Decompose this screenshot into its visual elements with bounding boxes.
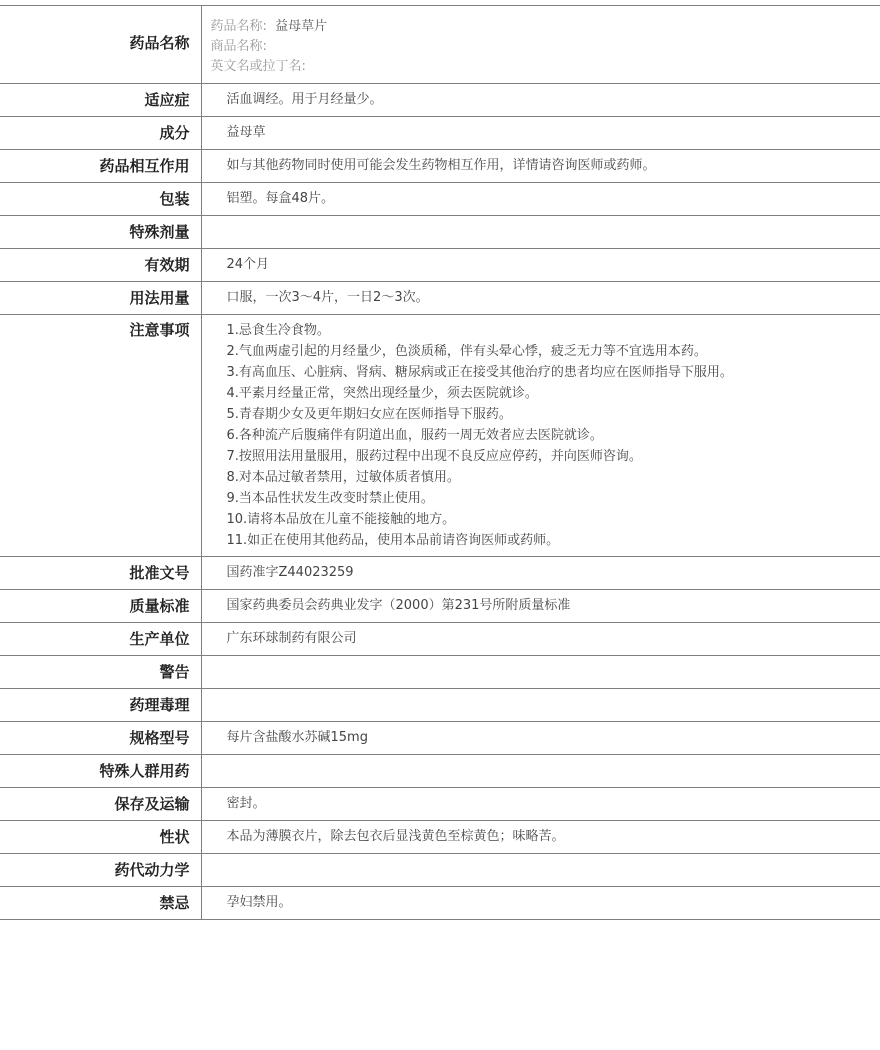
row-label: 性状 xyxy=(0,821,201,854)
row-precautions xyxy=(0,315,880,557)
row-label: 药理毒理 xyxy=(0,689,201,722)
row-value: 国家药典委员会药典业发字（2000）第231号所附质量标准 xyxy=(201,590,880,623)
row-value: 24个月 xyxy=(201,249,880,282)
row-label: 警告 xyxy=(0,656,201,689)
row-value xyxy=(201,689,880,722)
row-value: 铝塑。每盒48片。 xyxy=(201,183,880,216)
row-label: 生产单位 xyxy=(0,623,201,656)
generic-name-key: 药品名称: xyxy=(210,19,267,34)
row-value xyxy=(201,216,880,249)
list-item: 3.有高血压、心脏病、肾病、糖尿病或正在接受其他治疗的患者均应在医师指导下服用。 xyxy=(226,365,733,380)
row-label: 保存及运输 xyxy=(0,788,201,821)
row-specification xyxy=(0,722,880,755)
trade-name-line xyxy=(211,37,880,57)
row-value: 国药准字Z44023259 xyxy=(201,557,880,590)
row-special-dosage xyxy=(0,216,880,249)
row-label: 特殊剂量 xyxy=(0,216,201,249)
row-label: 成分 xyxy=(0,117,201,150)
row-storage xyxy=(0,788,880,821)
row-label: 注意事项 xyxy=(0,315,201,557)
row-value: 如与其他药物同时使用可能会发生药物相互作用，详情请咨询医师或药师。 xyxy=(201,150,880,183)
row-dosage xyxy=(0,282,880,315)
row-value: 口服，一次3～4片，一日2～3次。 xyxy=(201,282,880,315)
row-value: 活血调经。用于月经量少。 xyxy=(201,84,880,117)
list-item: 7.按照用法用量服用，服药过程中出现不良反应应停药，并向医师咨询。 xyxy=(226,449,642,464)
row-appearance xyxy=(0,821,880,854)
row-value xyxy=(201,656,880,689)
row-label: 规格型号 xyxy=(0,722,201,755)
list-item: 6.各种流产后腹痛伴有阴道出血，服药一周无效者应去医院就诊。 xyxy=(226,428,603,443)
row-label: 批准文号 xyxy=(0,557,201,590)
row-label: 有效期 xyxy=(0,249,201,282)
row-ingredients xyxy=(0,117,880,150)
row-value: 每片含盐酸水苏碱15mg xyxy=(201,722,880,755)
list-item: 2.气血两虚引起的月经量少，色淡质稀，伴有头晕心悸，疲乏无力等不宜选用本药。 xyxy=(226,344,707,359)
row-manufacturer xyxy=(0,623,880,656)
generic-name-line xyxy=(211,17,880,37)
row-approval-number xyxy=(0,557,880,590)
row-contraindications xyxy=(0,887,880,920)
row-warning xyxy=(0,656,880,689)
row-interactions xyxy=(0,150,880,183)
row-indications xyxy=(0,84,880,117)
row-label: 包装 xyxy=(0,183,201,216)
row-label: 质量标准 xyxy=(0,590,201,623)
row-packaging xyxy=(0,183,880,216)
trade-name-key: 商品名称: xyxy=(210,39,267,54)
list-item: 11.如正在使用其他药品，使用本品前请咨询医师或药师。 xyxy=(226,533,560,548)
row-value: 孕妇禁用。 xyxy=(201,887,880,920)
row-label: 禁忌 xyxy=(0,887,201,920)
list-item: 9.当本品性状发生改变时禁止使用。 xyxy=(226,491,434,506)
row-value: 广东环球制药有限公司 xyxy=(201,623,880,656)
row-special-populations xyxy=(0,755,880,788)
english-name-key: 英文名或拉丁名: xyxy=(210,59,306,74)
drug-spec-table xyxy=(0,5,880,920)
row-pharmacokinetics xyxy=(0,854,880,887)
row-label: 药代动力学 xyxy=(0,854,201,887)
list-item: 10.请将本品放在儿童不能接触的地方。 xyxy=(226,512,456,527)
list-item: 4.平素月经量正常，突然出现经量少，须去医院就诊。 xyxy=(226,386,538,401)
row-quality-standard xyxy=(0,590,880,623)
list-item: 5.青春期少女及更年期妇女应在医师指导下服药。 xyxy=(226,407,512,422)
list-item: 1.忌食生冷食物。 xyxy=(226,323,330,338)
english-name-line xyxy=(211,57,880,77)
row-label: 适应症 xyxy=(0,84,201,117)
row-label: 药品名称 xyxy=(0,6,201,84)
row-value: 本品为薄膜衣片，除去包衣后显浅黄色至棕黄色；味略苦。 xyxy=(201,821,880,854)
precautions-list xyxy=(201,315,880,557)
row-value: 密封。 xyxy=(201,788,880,821)
list-item: 8.对本品过敏者禁用，过敏体质者慎用。 xyxy=(226,470,460,485)
row-label: 用法用量 xyxy=(0,282,201,315)
drug-name-values xyxy=(201,6,880,84)
row-value xyxy=(201,854,880,887)
row-pharmacology xyxy=(0,689,880,722)
row-value: 益母草 xyxy=(201,117,880,150)
row-shelf-life xyxy=(0,249,880,282)
row-value xyxy=(201,755,880,788)
row-drug-name xyxy=(0,6,880,84)
row-label: 特殊人群用药 xyxy=(0,755,201,788)
generic-name-value: 益母草片 xyxy=(275,19,328,34)
row-label: 药品相互作用 xyxy=(0,150,201,183)
